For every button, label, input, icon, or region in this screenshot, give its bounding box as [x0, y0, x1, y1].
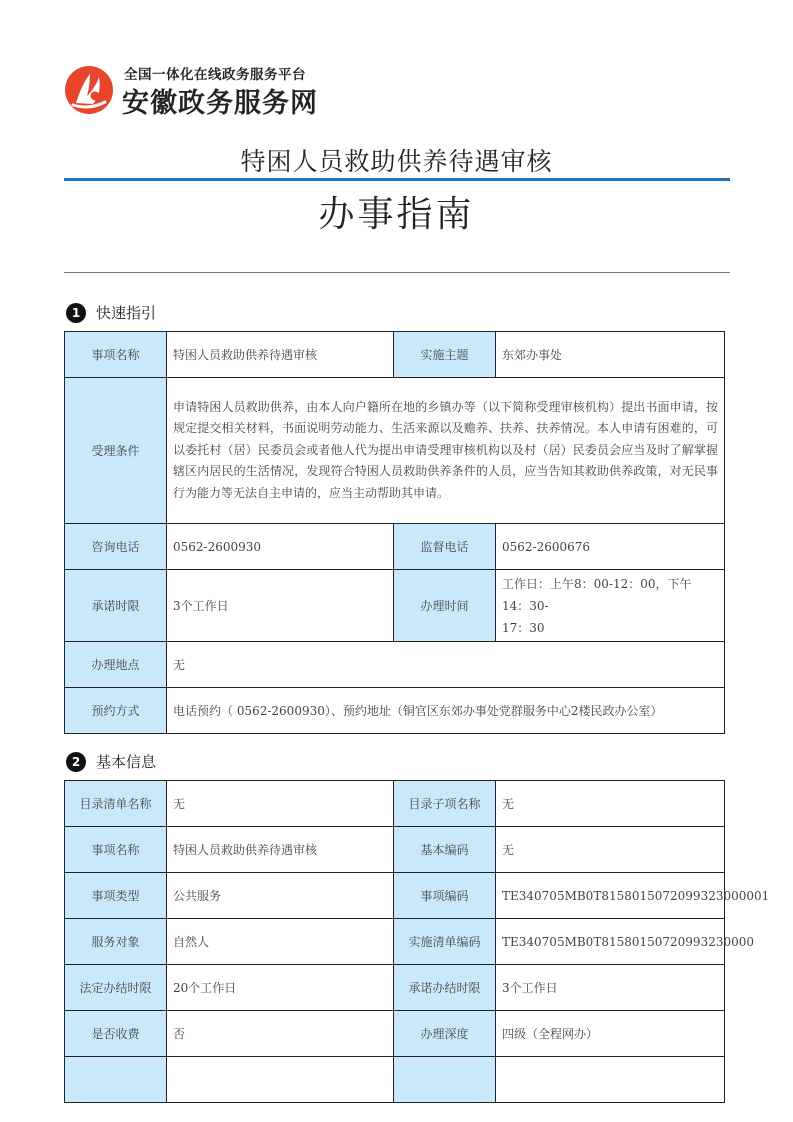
value-cell: 3个工作日: [496, 965, 725, 1011]
value-cell: 无: [167, 781, 394, 827]
value-cell: TE340705MB0T8158015072099323000001: [496, 873, 725, 919]
value-cell: 特困人员救助供养待遇审核: [167, 827, 394, 873]
label-cell: 目录子项名称: [394, 781, 496, 827]
appointment-value: 电话预约（ 0562-2600930）、预约地址（铜官区东郊办事处党群服务中心2楼民政办公室）: [167, 688, 725, 734]
value-cell: 无: [496, 827, 725, 873]
section-quick-guide-heading: [66, 302, 156, 323]
appointment-label: 预约方式: [65, 688, 167, 734]
table-row: [65, 642, 725, 688]
impl-subject-label: 实施主题: [394, 332, 496, 378]
office-hours-value: 工作日：上午8：00-12：00，下午14：30- 17：30: [496, 570, 725, 642]
quick-guide-table: [64, 331, 725, 734]
label-cell: [394, 1057, 496, 1103]
header-divider: [64, 272, 730, 273]
basic-info-table: [64, 780, 770, 1103]
section-title: 基本信息: [96, 753, 157, 771]
platform-name: 安徽政务服务网: [122, 88, 318, 119]
conditions-value: 申请特困人员救助供养，由本人向户籍所在地的乡镇办等（以下简称受理审核机构）提出书面申请，按规定提交相关材料，书面说明劳动能力、生活来源以及赡养、扶养、扶养情况。本人申请有困难的，可以委托村（居）民委员会或者他人代为提出申请受理审核机构以及村（居）民委员会应当及时了解掌握辖区内居民的生活情况，发现符合特困人员救助供养条件的人员，应当告知其救助供养政策，对无民事行为能力等无法自主申请的，应当主动帮助其申请。: [167, 378, 725, 524]
table-row: [65, 378, 725, 524]
conditions-label: 受理条件: [65, 378, 167, 524]
item-name-value: 特困人员救助供养待遇审核: [167, 332, 394, 378]
table-row: [65, 919, 725, 965]
label-cell: 事项类型: [65, 873, 167, 919]
label-cell: 基本编码: [394, 827, 496, 873]
label-cell: 承诺办结时限: [394, 965, 496, 1011]
table-row: [65, 873, 725, 919]
site-header: [64, 62, 364, 118]
section-title: 快速指引: [96, 304, 157, 322]
table-row: [65, 570, 725, 642]
table-row: [65, 332, 725, 378]
value-cell: 四级（全程网办）: [496, 1011, 725, 1057]
value-cell: 公共服务: [167, 873, 394, 919]
document-title: 特困人员救助供养待遇审核: [240, 147, 553, 176]
value-cell: TE340705MB0T81580150720993230000: [496, 919, 725, 965]
promise-time-label: 承诺时限: [65, 570, 167, 642]
label-cell: [65, 1057, 167, 1103]
consult-phone-value: 0562-2600930: [167, 524, 394, 570]
platform-subtitle: 全国一体化在线政务服务平台: [124, 67, 306, 83]
value-cell: [167, 1057, 394, 1103]
label-cell: 是否收费: [65, 1011, 167, 1057]
number-two-icon: 2: [66, 752, 86, 772]
table-row: [65, 524, 725, 570]
section-basic-info-heading: [66, 751, 156, 772]
anhui-gov-logo-icon: [64, 65, 114, 115]
item-name-label: 事项名称: [65, 332, 167, 378]
value-cell: [496, 1057, 725, 1103]
location-value: 无: [167, 642, 725, 688]
table-row: [65, 688, 725, 734]
label-cell: 服务对象: [65, 919, 167, 965]
location-label: 办理地点: [65, 642, 167, 688]
value-cell: 无: [496, 781, 725, 827]
office-hours-label: 办理时间: [394, 570, 496, 642]
label-cell: 事项编码: [394, 873, 496, 919]
label-cell: 实施清单编码: [394, 919, 496, 965]
supervise-phone-label: 监督电话: [394, 524, 496, 570]
label-cell: 法定办结时限: [65, 965, 167, 1011]
table-row: [65, 827, 725, 873]
consult-phone-label: 咨询电话: [65, 524, 167, 570]
number-one-icon: 1: [66, 303, 86, 323]
label-cell: 办理深度: [394, 1011, 496, 1057]
table-row: [65, 965, 725, 1011]
title-divider: [64, 178, 730, 181]
impl-subject-value: 东郊办事处: [496, 332, 725, 378]
value-cell: 自然人: [167, 919, 394, 965]
value-cell: 否: [167, 1011, 394, 1057]
table-row: [65, 1057, 725, 1103]
table-row: [65, 1011, 725, 1057]
document-subtitle: 办事指南: [318, 194, 475, 235]
label-cell: 目录清单名称: [65, 781, 167, 827]
value-cell: 20个工作日: [167, 965, 394, 1011]
promise-time-value: 3个工作日: [167, 570, 394, 642]
supervise-phone-value: 0562-2600676: [496, 524, 725, 570]
label-cell: 事项名称: [65, 827, 167, 873]
table-row: [65, 781, 725, 827]
